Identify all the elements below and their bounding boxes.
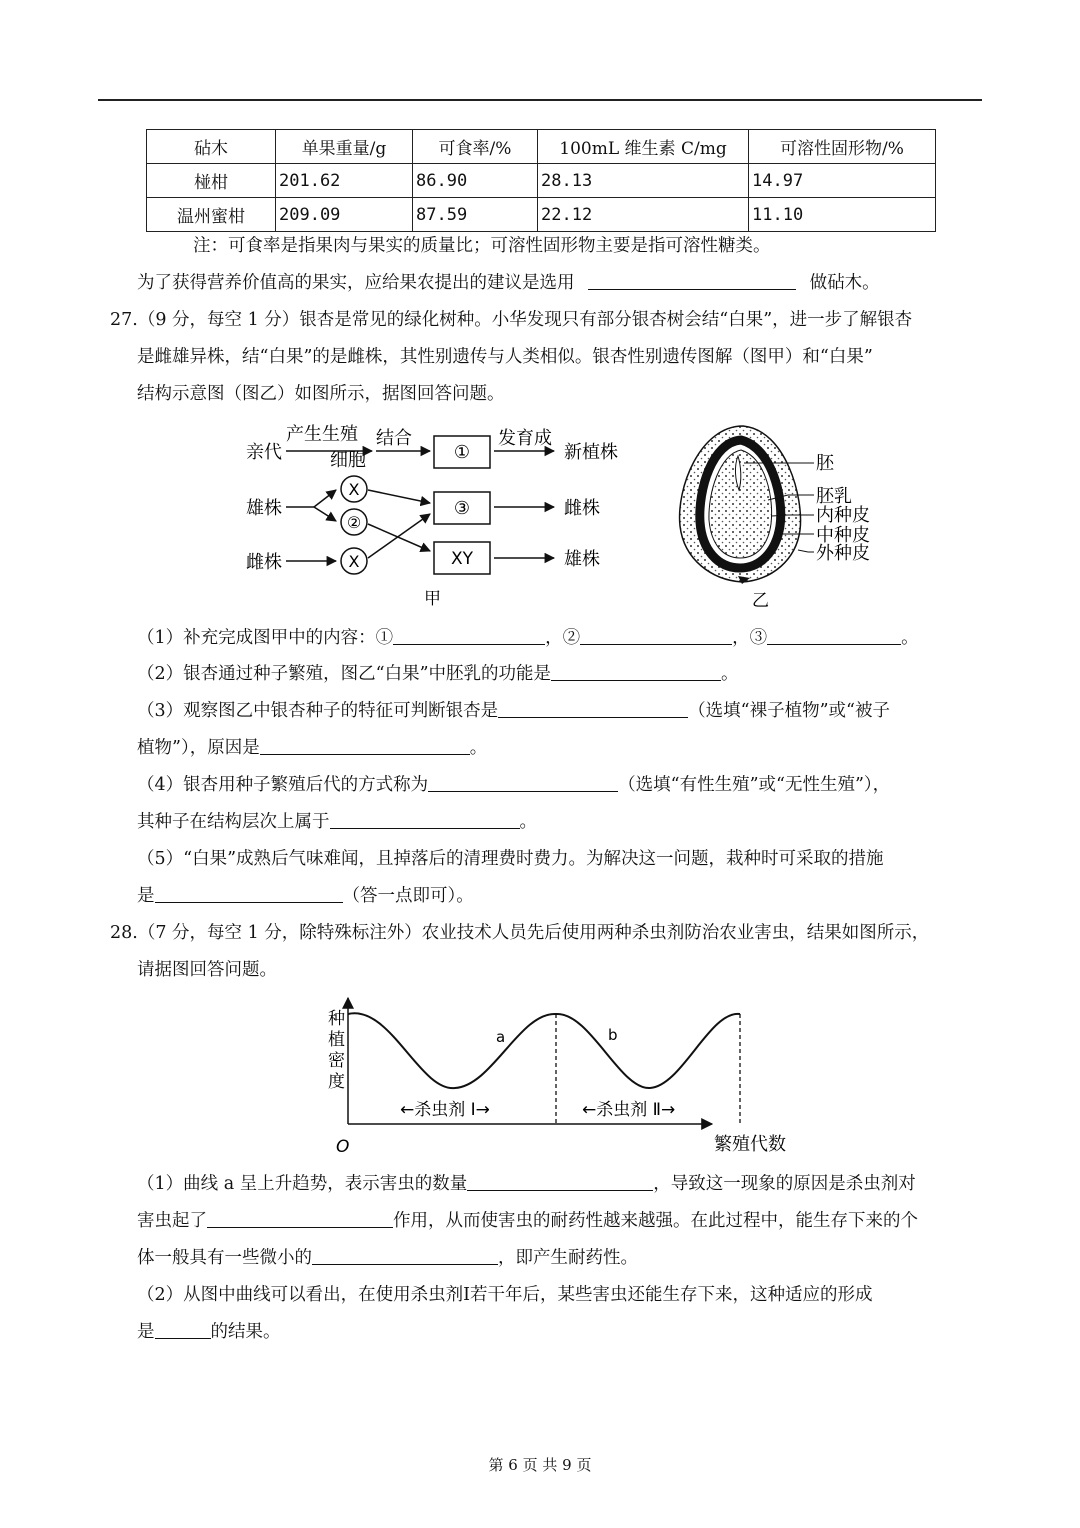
header-rule [98,99,982,101]
table-cell: 22.12 [538,198,749,232]
label-outer-coat: 外种皮 [816,543,870,564]
answer-blank[interactable] [428,773,618,792]
label-parent: 亲代 [246,442,282,463]
gamete-label: X [348,552,360,571]
text: 做砧木。 [809,273,880,293]
table-header: 可食率/% [413,130,538,164]
box-xy-label: XY [450,549,474,569]
q27-sub4-cont [137,810,537,834]
table-header: 可溶性固形物/% [749,130,936,164]
q27-sub4 [137,773,890,797]
rootstock-table [146,129,936,232]
answer-blank[interactable] [498,699,688,718]
table-header: 单果重量/g [276,130,413,164]
table-cell: 温州蜜柑 [147,198,276,232]
table-header-row [147,130,936,164]
label-endosperm: 胚乳 [816,486,852,507]
q28-sub1-cont [137,1209,918,1233]
label-produce: 产生生殖 [286,424,358,445]
text: （1）补充完成图甲中的内容：① [137,628,394,648]
answer-blank[interactable] [551,662,721,681]
range-label-2: ←杀虫剂 Ⅱ→ [582,1100,676,1120]
answer-blank[interactable] [767,626,901,645]
answer-blank[interactable] [330,810,520,829]
label-combine: 结合 [376,428,412,449]
text: 。 [519,812,537,832]
gamete-label: ② [346,513,362,532]
text: ，导致这一现象的原因是杀虫剂对 [653,1174,916,1194]
label-embryo: 胚 [816,453,834,474]
table-row [147,164,936,198]
label-inner-coat: 内种皮 [816,505,870,526]
text: （3）观察图乙中银杏种子的特征可判断银杏是 [137,701,499,721]
q26-suggestion [137,271,880,295]
text: 是 [137,886,155,906]
text: 作用，从而使害虫的耐药性越来越强。在此过程中，能生存下来的个 [393,1211,918,1231]
q27-sub5: （5）“白果”成熟后气味难闻，且掉落后的清理费时费力。为解决这一问题，栽种时可采取的措施 [137,849,884,869]
text: 。 [901,628,919,648]
y-label-char: 种 [328,1009,345,1029]
page-footer: 第 6 页 共 9 页 [488,1456,592,1474]
text: （选填“有性生殖”或“无性生殖”）， [618,775,891,795]
table-cell: 14.97 [749,164,936,198]
table-cell: 椪柑 [147,164,276,198]
genetics-diagram [236,418,636,610]
q27-sub1 [137,626,919,650]
fig-caption-jia: 甲 [424,589,441,609]
q28-sub1 [137,1172,916,1196]
q28-line1: 28.（7 分，每空 1 分，除特殊标注外）农业技术人员先后使用两种杀虫剂防治农业害虫，结果如图所示， [110,923,930,943]
curve-b-label: b [608,1026,618,1044]
table-cell: 201.62 [276,164,413,198]
q28-sub1-cont2 [137,1246,638,1270]
text: ，即产生耐药性。 [498,1248,638,1268]
answer-blank[interactable] [580,626,732,645]
answer-blank[interactable] [588,271,796,290]
fig-caption-yi: 乙 [752,591,769,611]
x-axis-label: 繁殖代数 [714,1134,786,1155]
origin-label: O [336,1137,350,1156]
gamete-label: X [348,480,360,499]
text: 。 [721,664,739,684]
table-header: 砧木 [147,130,276,164]
text: 。 [469,738,488,758]
answer-blank[interactable] [467,1172,653,1191]
text: （4）银杏用种子繁殖后代的方式称为 [137,775,429,795]
text: 的结果。 [210,1322,281,1342]
table-cell: 86.90 [413,164,538,198]
arrow [368,524,430,551]
y-label-char: 度 [328,1072,345,1092]
table-row [147,198,936,232]
range-label-1: ←杀虫剂 Ⅰ→ [400,1100,490,1120]
box-1-label: ① [453,442,471,463]
label-out-female: 雌株 [564,498,600,519]
arrow [368,490,430,503]
seed-structure-diagram [668,418,888,612]
text: 其种子在结构层次上属于 [137,812,330,832]
text: （1）曲线 a 呈上升趋势，表示害虫的数量 [137,1174,468,1194]
text: 害虫起了 [137,1211,207,1231]
arrow [314,507,336,521]
q27-line3: 结构示意图（图乙）如图所示，据图回答问题。 [137,384,505,404]
curve-b [556,1014,740,1088]
answer-blank[interactable] [393,626,545,645]
q27-sub3-cont [137,736,487,760]
q27-sub5-cont [137,884,474,908]
table-header: 100mL 维生素 C/mg [538,130,749,164]
text: （答一点即可）。 [342,886,474,906]
table-cell: 87.59 [413,198,538,232]
pointer-line [798,550,808,552]
text: ，② [545,628,581,648]
q28-sub2-cont [137,1320,281,1344]
label-male: 雄株 [246,498,282,519]
y-label-char: 密 [328,1051,345,1071]
box-3-label: ③ [453,498,471,519]
insecticide-chart [320,994,800,1156]
text: 体一般具有一些微小的 [137,1248,312,1268]
q27-sub3 [137,699,890,723]
answer-blank[interactable] [312,1246,498,1265]
curve-a [348,1013,556,1088]
label-cells: 细胞 [330,450,366,471]
y-label-char: 植 [328,1030,345,1050]
answer-blank[interactable] [260,736,470,755]
answer-blank[interactable] [155,884,343,903]
text: 植物”），原因是 [137,738,260,758]
q28-sub2: （2）从图中曲线可以看出，在使用杀虫剂Ⅰ若干年后，某些害虫还能生存下来，这种适应的形成 [137,1285,873,1305]
text: ，③ [732,628,768,648]
text: 为了获得营养价值高的果实，应给果农提出的建议是选用 [137,273,575,293]
arrow [368,514,430,558]
arrow [314,490,336,507]
table-cell: 28.13 [538,164,749,198]
label-new-plant: 新植株 [564,442,618,463]
q27-line1: 27.（9 分，每空 1 分）银杏是常见的绿化树种。小华发现只有部分银杏树会结“白果”，进一步了解银杏 [110,310,913,330]
table-cell: 11.10 [749,198,936,232]
answer-blank[interactable] [155,1320,211,1339]
label-out-male: 雄株 [564,549,600,570]
label-female: 雌株 [246,552,282,573]
label-develop: 发育成 [498,428,552,449]
table-note: 注：可食率是指果肉与果实的质量比；可溶性固形物主要是指可溶性糖类。 [193,236,771,256]
answer-blank[interactable] [207,1209,393,1228]
text: （选填“裸子植物”或“被子 [688,701,890,721]
text: 是 [137,1322,155,1342]
q27-line2: 是雌雄异株，结“白果”的是雌株，其性别遗传与人类相似。银杏性别遗传图解（图甲）和“白果” [137,347,873,367]
q28-line2: 请据图回答问题。 [137,960,277,980]
label-middle-coat: 中种皮 [816,525,870,546]
q27-sub2 [137,662,739,686]
table-cell: 209.09 [276,198,413,232]
text: （2）银杏通过种子繁殖，图乙“白果”中胚乳的功能是 [137,664,552,684]
curve-a-label: a [496,1028,506,1046]
